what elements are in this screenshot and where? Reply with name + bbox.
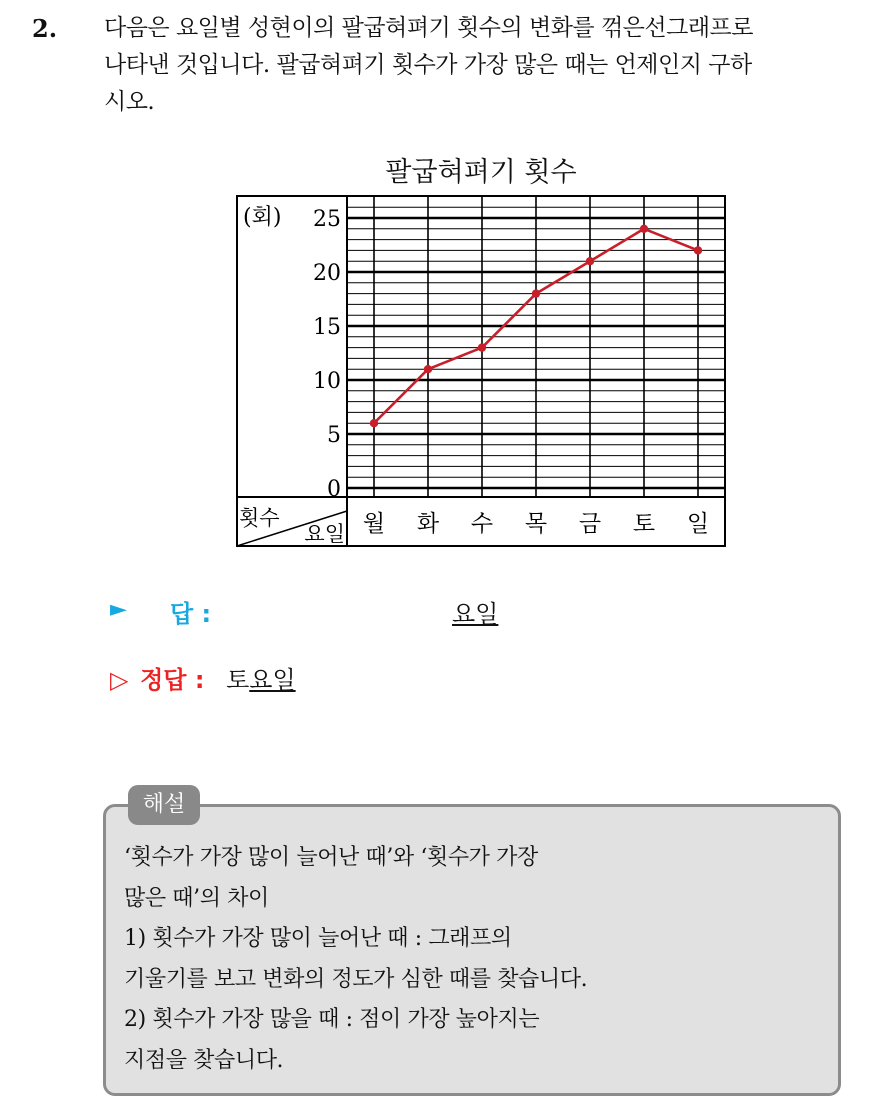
chart-title: 팔굽혀펴기 횟수 — [385, 157, 577, 188]
data-point — [532, 289, 540, 297]
explanation-line: 지점을 찾습니다. — [124, 1047, 284, 1073]
y-tick-label: 0 — [327, 477, 341, 502]
data-point — [640, 225, 648, 233]
chart-frame — [237, 196, 725, 546]
question-number: 2. — [32, 14, 58, 43]
explanation-line: 1) 횟수가 가장 많이 늘어난 때 : 그래프의 — [124, 926, 512, 951]
corner-label-row: 횟수 — [239, 506, 280, 530]
play-triangle-icon: ► — [110, 597, 127, 622]
x-category-label: 금 — [578, 511, 602, 537]
explanation-tab: 해설 — [128, 785, 200, 825]
unit-label: (회) — [243, 205, 282, 230]
outline-triangle-icon: ▷ — [110, 666, 129, 694]
explanation-line: ‘횟수가 가장 많이 늘어난 때’와 ‘횟수가 가장 — [124, 845, 538, 870]
correct-answer-row — [110, 660, 296, 695]
corner-label-col: 요일 — [304, 522, 345, 546]
answer-label: 답 : — [170, 600, 212, 628]
y-tick-label: 25 — [313, 207, 341, 232]
explanation-text — [124, 838, 824, 1081]
x-category-label: 수 — [470, 511, 494, 537]
explanation-line: 기울기를 보고 변화의 정도가 심한 때를 찾습니다. — [124, 966, 588, 992]
data-point — [694, 246, 702, 254]
x-category-label: 화 — [416, 511, 440, 537]
data-point — [424, 365, 432, 373]
x-category-label: 목 — [524, 511, 548, 537]
correct-answer-label: 정답 : — [140, 666, 205, 694]
answer-row — [110, 594, 499, 628]
correct-answer-value: 토 — [226, 666, 250, 694]
y-tick-label: 10 — [313, 369, 341, 394]
explanation-line: 2) 횟수가 가장 많을 때 : 점이 가장 높아지는 — [124, 1007, 540, 1032]
data-point — [478, 343, 486, 351]
data-point — [586, 257, 594, 265]
question-line: 다음은 요일별 성현이의 팔굽혀펴기 횟수의 변화를 꺾은선그래프로 — [104, 15, 753, 41]
x-category-label: 일 — [686, 511, 710, 537]
y-tick-label: 5 — [327, 423, 341, 448]
x-category-label: 토 — [632, 511, 656, 537]
question-line: 시오. — [104, 89, 155, 115]
correct-answer-unit: 요일 — [249, 666, 296, 694]
data-point — [370, 419, 378, 427]
explanation-line: 많은 때’의 차이 — [124, 885, 269, 911]
x-category-label: 월 — [362, 511, 386, 537]
y-tick-label: 15 — [313, 315, 341, 340]
answer-unit: 요일 — [452, 600, 499, 628]
y-tick-label: 20 — [313, 261, 341, 286]
question-line: 나타낸 것입니다. 팔굽혀펴기 횟수가 가장 많은 때는 언제인지 구하 — [104, 52, 752, 78]
